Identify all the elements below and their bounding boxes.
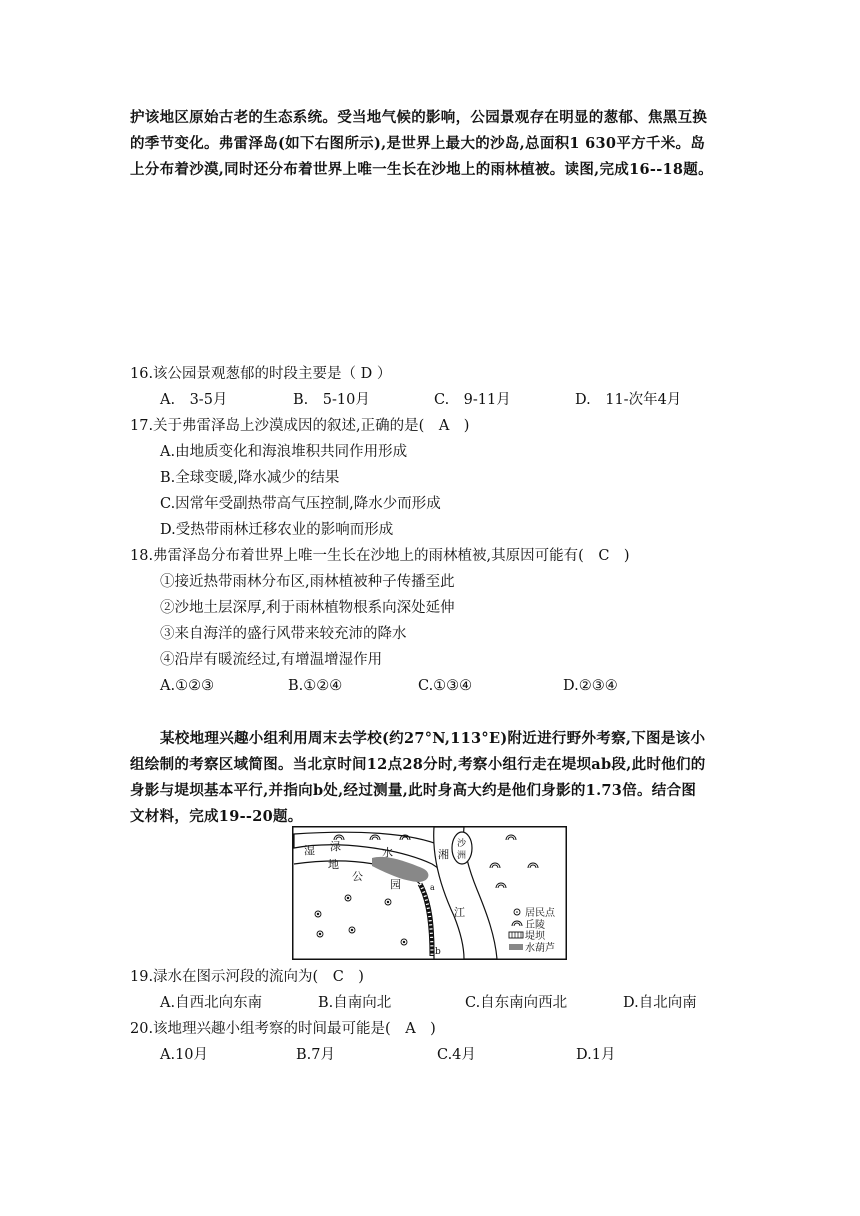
question-18-option-b: B.①②④ bbox=[288, 678, 343, 694]
question-20-option-d: D.1月 bbox=[576, 1047, 616, 1063]
question-18-option-d: D.②③④ bbox=[563, 678, 618, 694]
map-label-zhou: 洲 bbox=[457, 851, 467, 861]
question-19-option-b: B.自南向北 bbox=[318, 995, 392, 1011]
map-label-sha: 沙 bbox=[457, 839, 467, 849]
legend-water-hyacinth: 水葫芦 bbox=[525, 943, 555, 954]
question-19-option-d: D.自北向南 bbox=[623, 995, 697, 1011]
map-label-yuan: 园 bbox=[390, 878, 401, 891]
question-16-stem: 16.该公园景观葱郁的时段主要是（ D ） bbox=[130, 366, 392, 382]
passage2-line-2: 组绘制的考察区域简图。当北京时间12点28分时,考察小组行走在堤坝ab段,此时他们的 bbox=[130, 756, 706, 773]
map-label-shui: 水 bbox=[382, 846, 393, 859]
question-18-option-c: C.①③④ bbox=[418, 678, 473, 694]
map-label-gong: 公 bbox=[352, 870, 363, 883]
map-label-lu: 渌 bbox=[330, 840, 341, 853]
question-20-option-a: A.10月 bbox=[160, 1047, 209, 1063]
question-18-option-a: A.①②③ bbox=[160, 678, 215, 694]
question-17-stem: 17.关于弗雷泽岛上沙漠成因的叙述,正确的是( A ) bbox=[130, 418, 470, 434]
study-area-map bbox=[292, 826, 567, 960]
question-18-stem: 18.弗雷泽岛分布着世界上唯一生长在沙地上的雨林植被,其原因可能有( C ) bbox=[130, 548, 630, 564]
passage2-line-1: 某校地理兴趣小组利用周末去学校(约27°N,113°E)附近进行野外考察,下图是该小 bbox=[160, 730, 706, 747]
question-16-option-b: B. 5-10月 bbox=[293, 392, 370, 408]
question-16-option-d: D. 11-次年4月 bbox=[575, 392, 682, 408]
question-19-option-c: C.自东南向西北 bbox=[465, 995, 568, 1011]
question-18-statement-4: ④沿岸有暖流经过,有增温增湿作用 bbox=[160, 652, 383, 668]
question-20-option-c: C.4月 bbox=[437, 1047, 476, 1063]
question-17-option-b: B.全球变暖,降水减少的结果 bbox=[160, 470, 340, 486]
question-16-option-c: C. 9-11月 bbox=[434, 392, 511, 408]
legend-hill: 丘陵 bbox=[525, 920, 545, 931]
map-label-di: 地 bbox=[328, 858, 339, 871]
question-19-option-a: A.自西北向东南 bbox=[160, 995, 263, 1011]
question-19-stem: 19.渌水在图示河段的流向为( C ) bbox=[130, 969, 364, 985]
question-18-statement-3: ③来自海洋的盛行风带来较充沛的降水 bbox=[160, 626, 407, 642]
passage2-line-3: 身影与堤坝基本平行,并指向b处,经过测量,此时身高大约是他们身影的1.73倍。结合图 bbox=[130, 782, 697, 799]
question-17-option-a: A.由地质变化和海浪堆积共同作用形成 bbox=[160, 444, 408, 460]
question-16-option-a: A. 3-5月 bbox=[160, 392, 228, 408]
legend-settlement: 居民点 bbox=[525, 908, 555, 919]
map-label-a: a bbox=[430, 883, 435, 892]
passage2-line-4: 文材料，完成19--20题。 bbox=[130, 808, 303, 825]
map-label-jiang: 江 bbox=[454, 906, 465, 919]
question-20-option-b: B.7月 bbox=[296, 1047, 335, 1063]
legend-dam: 堤坝 bbox=[525, 931, 545, 942]
map-label-b: b bbox=[435, 947, 441, 957]
question-17-option-d: D.受热带雨林迁移农业的影响而形成 bbox=[160, 522, 394, 538]
intro-line-2: 的季节变化。弗雷泽岛(如下右图所示),是世界上最大的沙岛,总面积1 630平方千米。岛 bbox=[130, 135, 706, 152]
question-18-statement-2: ②沙地土层深厚,利于雨林植物根系向深处延伸 bbox=[160, 600, 455, 616]
question-18-statement-1: ①接近热带雨林分布区,雨林植被种子传播至此 bbox=[160, 574, 455, 590]
map-label-xiang: 湘 bbox=[438, 848, 449, 861]
map-label-shi: 湿 bbox=[304, 844, 315, 857]
intro-line-3: 上分布着沙漠,同时还分布着世界上唯一生长在沙地上的雨林植被。读图,完成16--18题。 bbox=[130, 161, 713, 178]
question-20-stem: 20.该地理兴趣小组考察的时间最可能是( A ) bbox=[130, 1021, 436, 1037]
question-17-option-c: C.因常年受副热带高气压控制,降水少而形成 bbox=[160, 496, 441, 512]
intro-line-1: 护该地区原始古老的生态系统。受当地气候的影响，公园景观存在明显的葱郁、焦黑互换 bbox=[130, 109, 708, 126]
